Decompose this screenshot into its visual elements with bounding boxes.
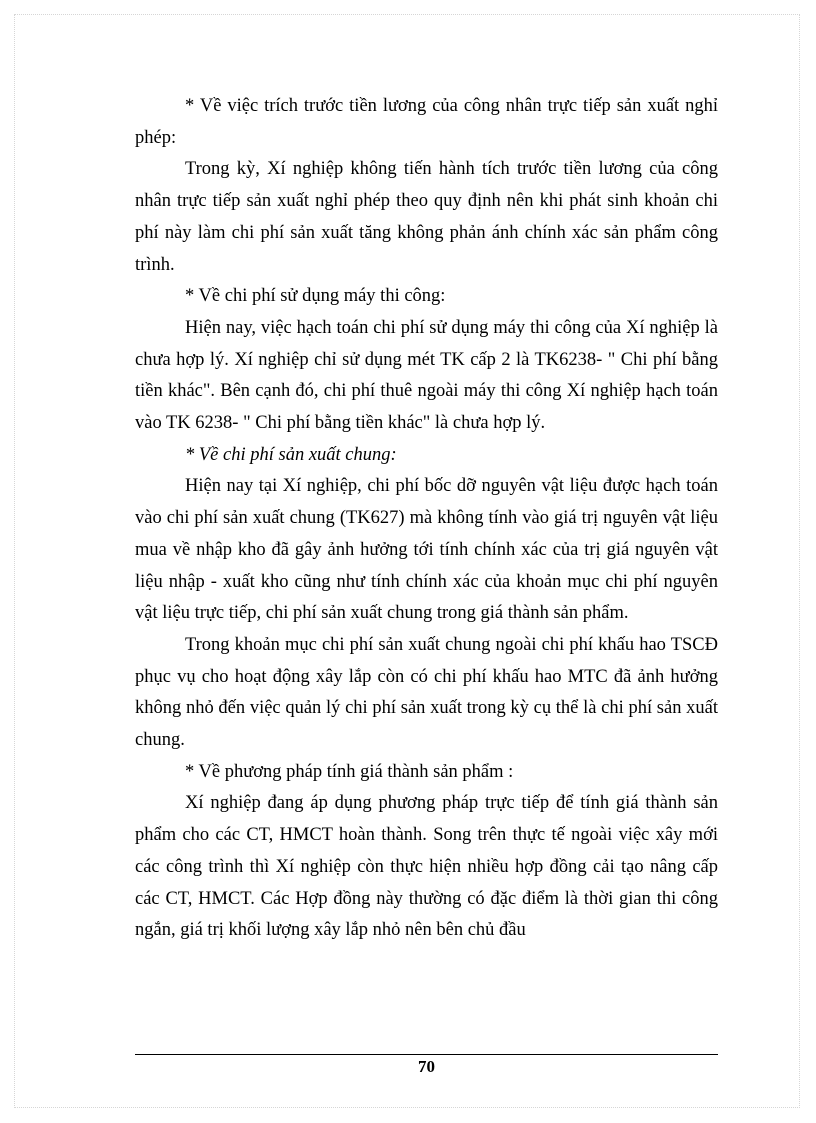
paragraph-wage-accrual: Trong kỳ, Xí nghiệp không tiến hành tích trước tiền lương của công nhân trực tiếp sản xuất nghỉ phép theo quy định nên khi phát sinh khoản chi phí này làm chi phí sản xuất tăng không phản ánh chính xác sản phẩm công trình. — [135, 159, 718, 275]
paragraph-machine-cost: Hiện nay, việc hạch toán chi phí sử dụng máy thi công của Xí nghiệp là chưa hợp lý. Xí nghiệp chỉ sử dụng mét TK cấp 2 là TK6238- " Chi phí bằng tiền khác". Bên cạnh đó, chi phí thuê ngoài máy thi công Xí nghiệp hạch toán vào TK 6238- " Chi phí bằng tiền khác" là chưa hợp lý. — [135, 317, 718, 434]
paragraph-heading-wage-accrual: * Về việc trích trước tiền lương của công nhân trực tiếp sản xuất nghỉ phép: — [135, 96, 718, 148]
paragraph-heading-overhead: * Về chi phí sản xuất chung: — [185, 444, 397, 465]
paragraph-overhead-1: Hiện nay tại Xí nghiệp, chi phí bốc dỡ nguyên vật liệu được hạch toán vào chi phí sản xuất chung (TK627) mà không tính vào giá trị nguyên vật liệu mua về nhập kho đã gây ảnh hưởng tới tính chính xác của trị giá nguyên vật liệu nhập - xuất kho cũng như tính chính xác của khoản mục chi phí nguyên vật liệu trực tiếp, chi phí sản xuất chung trong giá thành sản phẩm. — [135, 476, 718, 624]
page-number: 70 — [418, 1057, 435, 1076]
paragraph-heading-costing-method: * Về phương pháp tính giá thành sản phẩm : — [185, 761, 514, 782]
paragraph-costing-method: Xí nghiệp đang áp dụng phương pháp trực tiếp để tính giá thành sản phẩm cho các CT, HMCT hoàn thành. Song trên thực tế ngoài việc xây mới các công trình thì Xí nghiệp còn thực hiện nhiều hợp đồng cải tạo nâng cấp các CT, HMCT. Các Hợp đồng này thường có đặc điểm là thời gian thi công ngắn, giá trị khối lượng xây lắp nhỏ nên bên chủ đầu — [135, 793, 718, 941]
paragraph-heading-machine-cost: * Về chi phí sử dụng máy thi công: — [185, 286, 446, 307]
document-body — [135, 91, 718, 947]
footer-divider — [135, 1054, 718, 1055]
paragraph-overhead-2: Trong khoản mục chi phí sản xuất chung ngoài chi phí khấu hao TSCĐ phục vụ cho hoạt động xây lắp còn có chi phí khấu hao MTC đã ảnh hưởng không nhỏ đến việc quản lý chi phí sản xuất trong kỳ cụ thể là chi phí sản xuất chung. — [135, 634, 718, 751]
